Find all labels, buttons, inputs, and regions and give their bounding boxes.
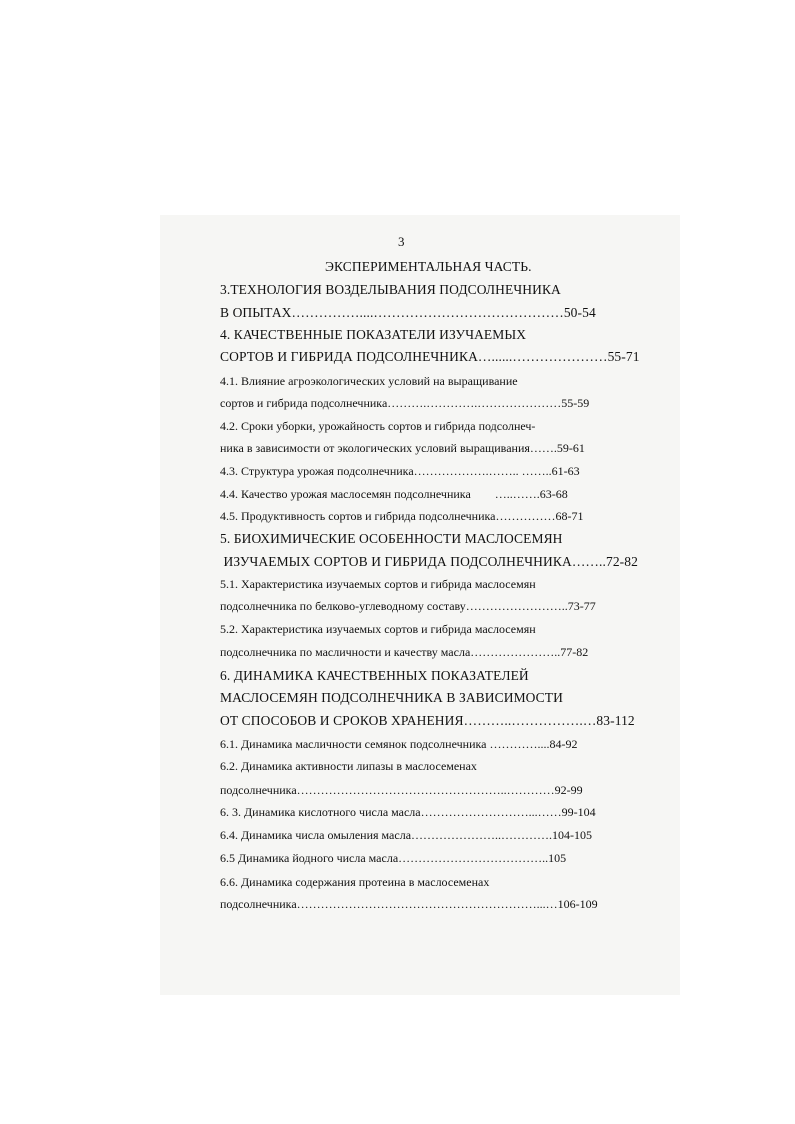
toc-line: 6.4. Динамика числа омыления масла…………………..………….104-105 (220, 828, 593, 842)
toc-line: ОТ СПОСОБОВ И СРОКОВ ХРАНЕНИЯ………..…………….…83-112 (220, 713, 635, 728)
toc-line: ИЗУЧАЕМЫХ СОРТОВ И ГИБРИДА ПОДСОЛНЕЧНИКА……..72-82 (220, 554, 638, 569)
toc-line: подсолнечника……………………………………………………...…106-109 (220, 897, 598, 911)
toc-line: сортов и гибрида подсолнечника……….………….…………………55-59 (220, 396, 590, 410)
toc-line: 4.4. Качество урожая маслосемян подсолнечника …..…….63-68 (220, 487, 568, 501)
toc-line: 5.1. Характеристика изучаемых сортов и гибрида маслосемян (220, 577, 536, 591)
toc-line: 4. КАЧЕСТВЕННЫЕ ПОКАЗАТЕЛИ ИЗУЧАЕМЫХ (220, 327, 527, 342)
toc-line: 4.2. Сроки уборки, урожайность сортов и гибрида подсолнеч- (220, 419, 536, 433)
toc-line: 6.1. Динамика масличности семянок подсолнечника …………....84-92 (220, 737, 578, 751)
toc-line: 4.1. Влияние агроэкологических условий на выращивание (220, 374, 518, 388)
section-heading: ЭКСПЕРИМЕНТАЛЬНАЯ ЧАСТЬ. (325, 259, 532, 274)
toc-line: МАСЛОСЕМЯН ПОДСОЛНЕЧНИКА В ЗАВИСИМОСТИ (220, 690, 563, 705)
toc-line: 3.ТЕХНОЛОГИЯ ВОЗДЕЛЫВАНИЯ ПОДСОЛНЕЧНИКА (220, 282, 561, 297)
toc-line: 6. 3. Динамика кислотного числа масла………………………...……99-104 (220, 805, 596, 819)
toc-line: ника в зависимости от экологических условий выращивания…….59-61 (220, 441, 585, 455)
toc-line: подсолнечника……………………………………………..…………92-99 (220, 783, 583, 797)
toc-line: СОРТОВ И ГИБРИДА ПОДСОЛНЕЧНИКА…......…………………55-71 (220, 349, 640, 364)
toc-line: 5.2. Характеристика изучаемых сортов и гибрида маслосемян (220, 622, 536, 636)
toc-line: 4.5. Продуктивность сортов и гибрида подсолнечника……………68-71 (220, 509, 584, 523)
toc-line: 6.5 Динамика йодного числа масла………………………………..105 (220, 851, 567, 865)
page-number: 3 (398, 234, 405, 249)
toc-line: 4.3. Структура урожая подсолнечника……………….…….. ……..61-63 (220, 464, 580, 478)
toc-line: подсолнечника по масличности и качеству масла…………………..77-82 (220, 645, 589, 659)
toc-line: 6.6. Динамика содержания протеина в маслосеменах (220, 875, 490, 889)
toc-line: 6.2. Динамика активности липазы в маслосеменах (220, 759, 477, 773)
toc-line: 5. БИОХИМИЧЕСКИЕ ОСОБЕННОСТИ МАСЛОСЕМЯН (220, 531, 563, 546)
toc-line: 6. ДИНАМИКА КАЧЕСТВЕННЫХ ПОКАЗАТЕЛЕЙ (220, 668, 529, 683)
toc-line: подсолнечника по белково-углеводному составу……………………..73-77 (220, 599, 596, 613)
toc-line: В ОПЫТАХ……………....……………………………………50-54 (220, 305, 596, 320)
